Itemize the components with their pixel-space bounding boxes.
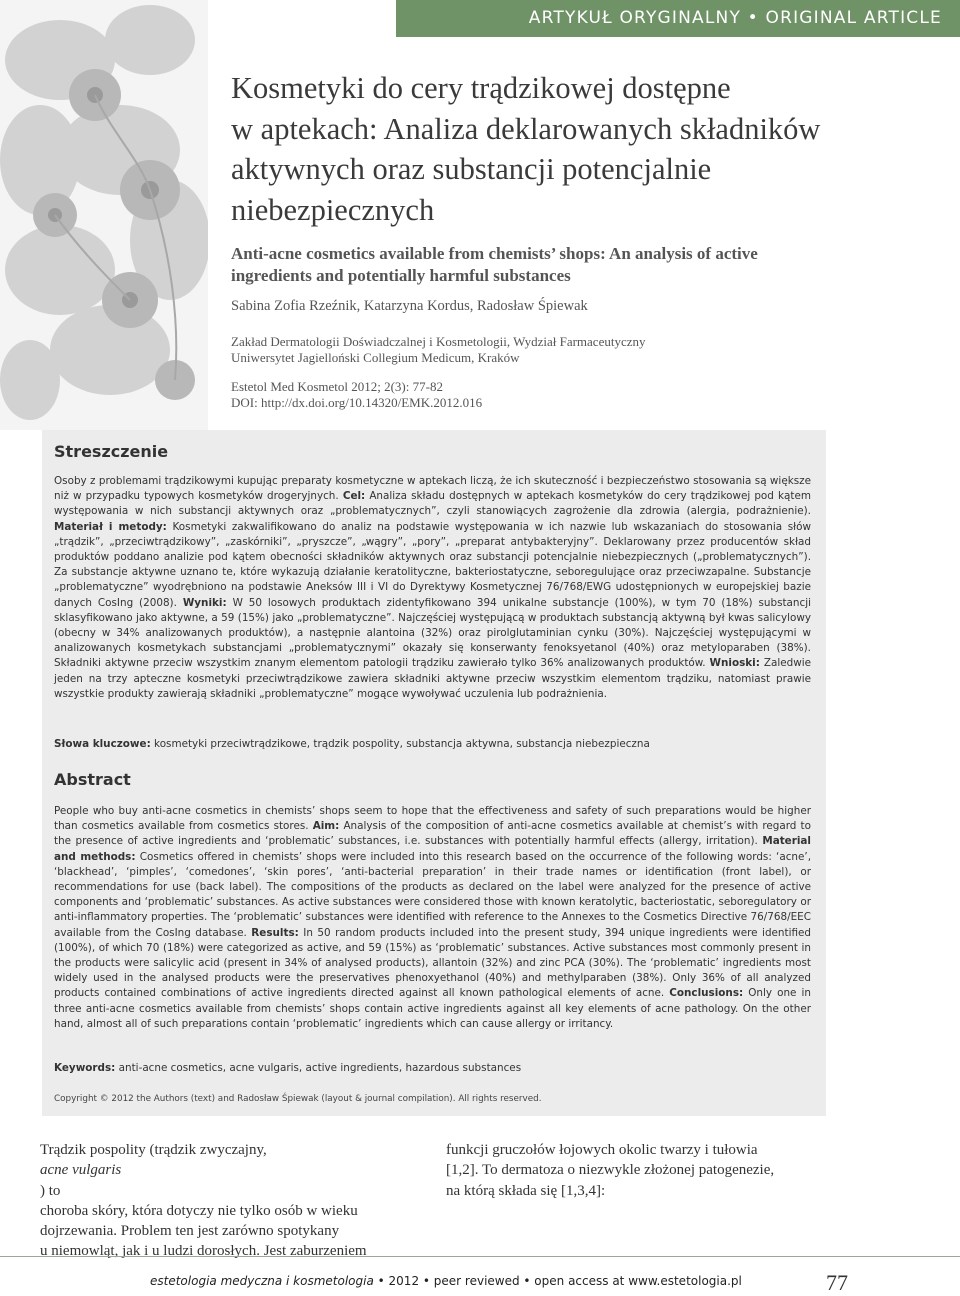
authors: Sabina Zofia Rzeźnik, Katarzyna Kordus, Radosław Śpiewak — [231, 298, 588, 314]
article-title-pl — [231, 68, 871, 230]
article-type-banner: ARTYKUŁ ORYGINALNY • ORIGINAL ARTICLE — [396, 0, 960, 37]
en-results-label: Results: — [251, 926, 299, 939]
body-italic-term: acne vulgaris — [40, 1162, 122, 1179]
en-methods-label: Material and methods: — [54, 835, 811, 863]
pl-keywords: kosmetyki przeciwtrądzikowe, trądzik pospolity, substancja aktywna, substancja niebezpieczna — [154, 738, 650, 750]
flower-illustration — [0, 0, 208, 430]
body-text: ) to — [40, 1182, 61, 1199]
body-line — [40, 1140, 420, 1201]
pl-keywords-label: Słowa kluczowe: — [54, 738, 151, 750]
pl-intro: Osoby z problemami trądzikowymi kupując preparaty kosmetyczne w aptekach liczą, że ich skuteczność i bezpieczeństwo stosowania są większe niż w przypadku typowych kosmetyków drogeryjnych. — [54, 475, 811, 503]
title-line: Kosmetyki do cery trądzikowej dostępne — [231, 71, 731, 105]
page-number: 77 — [826, 1270, 848, 1295]
pl-aim: Analiza składu dostępnych w aptekach kosmetyków do cery trądzikowej pod kątem występowania w nich substancji aktywnych oraz „problematycznych”, czyli stanowiących zagrożenie dla zdrowia (alergia, podrażnienie). — [54, 490, 811, 518]
en-methods: Cosmetics offered in chemists’ shops were included into this research based on the occurrence of the following words: ‘acne’, ‘blackhead’, ‘pimples’, ‘comedones’, ‘skin pores’, ‘anti-bacterial preparation’ in their trade names or identification (front label), or recommendations for use (back label). The compositions of the products as declared on the label were analyzed for the presence of active components and ‘problematic’ substances. As active substances were considered those with known keratolytic, bacteriostatic, seboregulatory or anti-inflammatory properties. The ‘problematic’ substances were identified with reference to the Annexes to the Cosmetics Directive 76/768/EEC available from the CosIng database. — [54, 850, 811, 939]
body-text: Trądzik pospolity (trądzik zwyczajny, — [40, 1142, 267, 1158]
body-column-left — [40, 1140, 420, 1262]
pl-aim-label: Cel: — [342, 490, 366, 503]
pl-methods-label: Materiał i metody: — [54, 520, 167, 533]
pl-conclusions: Zaledwie jeden na trzy apteczne kosmetyki przeciwtrądzikowe zawiera składniki aktywne przeciw wszystkim elementom trądziku, natomiast prawie wszystkie produkty zawierają składniki „problematyczne” mogące wywoływać uczulenia lub podrażnienia. — [54, 657, 811, 700]
keywords — [54, 1062, 521, 1074]
en-conclusions: Only one in three anti-acne cosmetics available from chemists’ shops contain active ingredients against all key elements of acne pathology. On the other hand, almost all of such preparations contain ‘problematic’ ingredients which can cause allergy or irritancy. — [54, 987, 811, 1030]
footer-divider — [0, 1256, 960, 1257]
body-line: dojrzewania. Problem ten jest zarówno spotykany — [40, 1223, 340, 1240]
title-line: aktywnych oraz substancji potencjalnie — [231, 152, 712, 186]
body-line: choroba skóry, która dotyczy nie tylko osób w wieku — [40, 1202, 358, 1219]
affiliation-line: Zakład Dermatologii Doświadczalnej i Kosmetologii, Wydział Farmaceutyczny — [231, 334, 646, 349]
en-conclusions-label: Conclusions: — [669, 987, 744, 1000]
en-keywords: anti-acne cosmetics, acne vulgaris, active ingredients, hazardous substances — [118, 1062, 522, 1074]
affiliation — [231, 334, 646, 366]
journal-footer — [150, 1274, 742, 1288]
body-line: u niemowląt, jak i u ludzi dorosłych. Jest zaburzeniem — [40, 1243, 367, 1260]
doi-link[interactable]: DOI: http://dx.doi.org/10.14320/EMK.2012.016 — [231, 394, 483, 410]
title-line: niebezpiecznych — [231, 192, 435, 227]
title-line: w aptekach: Analiza deklarowanych składników — [231, 111, 821, 146]
citation: Estetol Med Kosmetol 2012; 2(3): 77-82 — [231, 379, 443, 394]
journal-name: estetologia medyczna i kosmetologia — [150, 1274, 374, 1288]
body-line: na którą składa się [1,3,4]: — [446, 1182, 606, 1199]
footer-details: • 2012 • peer reviewed • open access at www.estetologia.pl — [373, 1274, 742, 1288]
citation-block — [231, 379, 482, 410]
en-results: In 50 random products included into the present study, 394 unique ingredients were identified (100%), of which 70 (18%) were categorized as active, and 59 (15%) as ‘problematic’ substances. Active substances most commonly present in the products were salicylic acid (present in 34% of analysed products), allantoin (32%) and zinc PCA (30%). The ‘problematic’ ingredients most widely used in the analysed products were the preservatives phenoxyethanol (40%) and methylparaben (38%). Only 36% of all analyzed products contained combinations of active ingredients directed against all known pathological elements of acne. — [54, 926, 812, 1000]
article-title-en — [231, 243, 871, 287]
abstract-text — [54, 804, 811, 1032]
body-column-right — [446, 1140, 831, 1201]
title-line: ingredients and potentially harmful substances — [231, 266, 571, 285]
pl-methods: Kosmetyki zakwalifikowano do analiz na podstawie występowania w ich nazwie lub wskazaniach do stosowania słów „trądzik”, „przeciwtrądzikowy”, „zaskórniki”, „pryszcze”, „wągry”, „pory”, „preparat antybakteryjny”. Deklarowany przez producentów skład produktów poddano analizie pod kątem obecności składników aktywnych oraz substancji potencjalnie niebezpiecznych („problematycznych”). Za substancje aktywne uznano te, które wykazują działanie keratolityczne, bakteriostatyczne, seboregulujące oraz przeciwzapalne. Substancje „problematyczne” wyodrębniono na podstawie Aneksów III i VI do Dyrektywy Kosmetycznej 76/768/EWG udostępnionych w europejskiej bazie danych CosIng (2008). — [54, 520, 811, 609]
en-intro: People who buy anti-acne cosmetics in chemists’ shops seem to hope that the effectiveness and safety of such preparations would be higher than cosmetics available from cosmetics stores. — [54, 805, 811, 833]
slowa-kluczowe — [54, 738, 650, 750]
streszczenie-text — [54, 474, 811, 702]
pl-results-label: Wyniki: — [182, 596, 227, 609]
en-aim-label: Aim: — [312, 820, 340, 833]
affiliation-line: Uniwersytet Jagielloński Collegium Medicum, Kraków — [231, 350, 520, 365]
copyright-note: Copyright © 2012 the Authors (text) and Radosław Śpiewak (layout & journal compilation). All rights reserved. — [54, 1094, 542, 1104]
en-aim: Analysis of the composition of anti-acne cosmetics available at chemist’s with regard to the presence of active ingredients and ‘problematic’ substances, i.e. substances with potentially harmful effects (allergy, irritation). — [54, 820, 811, 848]
body-line: funkcji gruczołów łojowych okolic twarzy i tułowia — [446, 1142, 758, 1158]
abstract-heading: Abstract — [54, 770, 131, 789]
title-line: Anti-acne cosmetics available from chemists’ shops: An analysis of active — [231, 244, 758, 263]
en-keywords-label: Keywords: — [54, 1062, 116, 1074]
body-line: [1,2]. To dermatoza o niezwykle złożonej patogenezie, — [446, 1162, 775, 1179]
pl-results: W 50 losowych produktach zidentyfikowano 394 unikalne substancje (100%), w tym 70 (18%) substancji sklasyfikowano jako aktywne, a 59 (15%) jako „problematyczne”. Najczęściej występującą w produktach substancją aktywną był kwas salicylowy (obecny w 34% analizowanych produktów), a następnie alantoina (32%) oraz pirolglutaminian cynku (30%). Najczęściej występującymi w analizowanych kosmetykach substancjami „problematycznymi” okazały się konserwanty fenoksyetanol (40%) oraz metyloparaben (38%). Składniki aktywne przeciw wszystkim znanym elementom patologii trądziku zawierało tylko 36% analizowanych produktów. — [54, 596, 811, 670]
pl-conclusions-label: Wnioski: — [709, 657, 760, 670]
streszczenie-heading: Streszczenie — [54, 442, 169, 461]
